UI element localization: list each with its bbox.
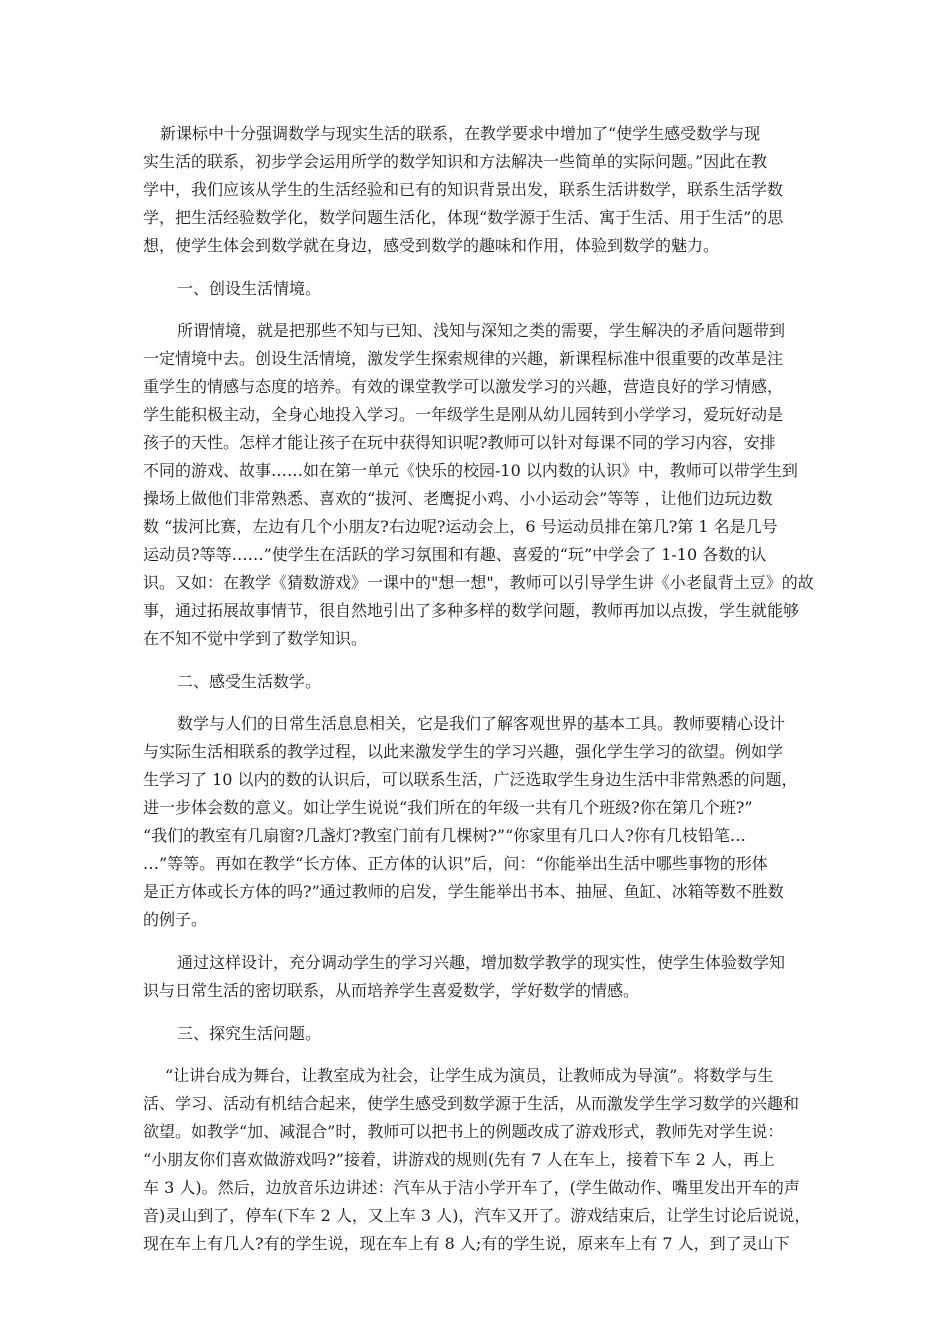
section-heading: 二、感受生活数学。	[177, 672, 322, 691]
text-line: “我们的教室有几扇窗?几盏灯?教室门前有几棵树?”“你家里有几口人?你有几枝铅笔…	[143, 826, 746, 845]
text-line: 与实际生活相联系的教学过程，以此来激发学生的学习兴趣，强化学生学习的欲望。例如学	[143, 742, 784, 761]
text-line: 新课标中十分强调数学与现实生活的联系，在教学要求中增加了“使学生感受数学与现	[160, 124, 761, 143]
text-line: 孩子的天性。怎样才能让孩子在玩中获得知识呢?教师可以针对每课不同的学习内容，安排	[143, 433, 776, 452]
text-line: 的例子。	[143, 910, 208, 929]
text-line: 操场上做他们非常熟悉、喜欢的“拔河、老鹰捉小鸡、小小运动会”等等 ，让他们边玩边数	[143, 489, 773, 508]
text-line: 实生活的联系，初步学会运用所学的数学知识和方法解决一些简单的实际问题。”因此在教	[143, 152, 768, 171]
text-line: 欲望。如教学“加、减混合”时，教师可以把书上的例题改成了游戏形式，教师先对学生说：	[143, 1122, 784, 1141]
text-line: 学，把生活经验数学化，数学问题生活化，体现“数学源于生活、寓于生活、用于生活”的思	[143, 208, 784, 227]
text-line: 在不知不觉中学到了数学知识。	[143, 629, 368, 648]
text-line: 车 3 人)。然后，边放音乐边讲述：汽车从于洁小学开车了，(学生做动作、嘴里发出开车的声	[143, 1178, 800, 1197]
text-line: 生学习了 10 以内的数的认识后，可以联系生活，广泛选取学生身边生活中非常熟悉的问题，	[143, 770, 798, 789]
text-line: “让讲台成为舞台，让教室成为社会，让学生成为演员，让教师成为导演”。将数学与生	[165, 1066, 774, 1085]
text-line: 学中，我们应该从学生的生活经验和已有的知识背景出发，联系生活讲数学，联系生活学数	[143, 180, 784, 199]
text-line: 识。又如：在教学《猜数游戏》一课中的"想一想"，教师可以引导学生讲《小老鼠背土豆》的故	[143, 573, 814, 592]
text-line: “小朋友你们喜欢做游戏吗?”接着，讲游戏的规则(先有 7 人在车上，接着下车 2 人，再上	[143, 1150, 775, 1169]
text-line: 不同的游戏、故事……如在第一单元《快乐的校园-10 以内数的认识》中，教师可以带学生到	[143, 461, 798, 480]
text-line: 重学生的情感与态度的培养。有效的课堂教学可以激发学习的兴趣，营造良好的学习情感，	[143, 377, 784, 396]
text-line: 想，使学生体会到数学就在身边，感受到数学的趣味和作用，体验到数学的魅力。	[143, 236, 720, 255]
text-line: 一定情境中去。创设生活情境，激发学生探索规律的兴趣，新课程标准中很重要的改革是注	[143, 349, 784, 368]
text-line: 所谓情境，就是把那些不知与已知、浅知与深知之类的需要，学生解决的矛盾问题带到	[177, 321, 786, 340]
text-line: 音)灵山到了，停车(下车 2 人，又上车 3 人)，汽车又开了。游戏结束后，让学生讨论后说说，	[143, 1206, 811, 1225]
text-line: 通过这样设计，充分调动学生的学习兴趣，增加数学教学的现实性，使学生体验数学知	[177, 953, 786, 972]
text-line: 现在车上有几人?有的学生说，现在车上有 8 人;有的学生说，原来车上有 7 人，到了灵山下	[143, 1234, 790, 1253]
text-line: …”等等。再如在教学“长方体、正方体的认识”后，问：“你能举出生活中哪些事物的形体	[143, 854, 768, 873]
text-line: 识与日常生活的密切联系，从而培养学生喜爱数学，学好数学的情感。	[143, 981, 640, 1000]
text-line: 运动员?等等……”使学生在活跃的学习氛围和有趣、喜爱的“玩”中学会了 1-10 各数的认	[143, 545, 767, 564]
text-line: 事，通过拓展故事情节，很自然地引出了多种多样的数学问题，教师再加以点拨，学生就能够	[143, 601, 800, 620]
text-line: 学生能积极主动，全身心地投入学习。一年级学生是刚从幼儿园转到小学学习，爱玩好动是	[143, 405, 784, 424]
text-line: 数学与人们的日常生活息息相关，它是我们了解客观世界的基本工具。教师要精心设计	[177, 714, 786, 733]
text-line: 是正方体或长方体的吗?”通过教师的启发，学生能举出书本、抽屉、鱼缸、冰箱等数不胜数	[143, 882, 784, 901]
section-heading: 三、探究生活问题。	[177, 1024, 322, 1043]
section-heading: 一、创设生活情境。	[177, 279, 322, 298]
text-line: 进一步体会数的意义。如让学生说说“我们所在的年级一共有几个班级?你在第几个班?”	[143, 798, 753, 817]
text-line: 活、学习、活动有机结合起来，使学生感受到数学源于生活，从而激发学生学习数学的兴趣和	[143, 1094, 800, 1113]
text-line: 数 “拔河比赛，左边有几个小朋友?右边呢?运动会上，6 号运动员排在第几?第 1 名是几号	[143, 517, 778, 536]
